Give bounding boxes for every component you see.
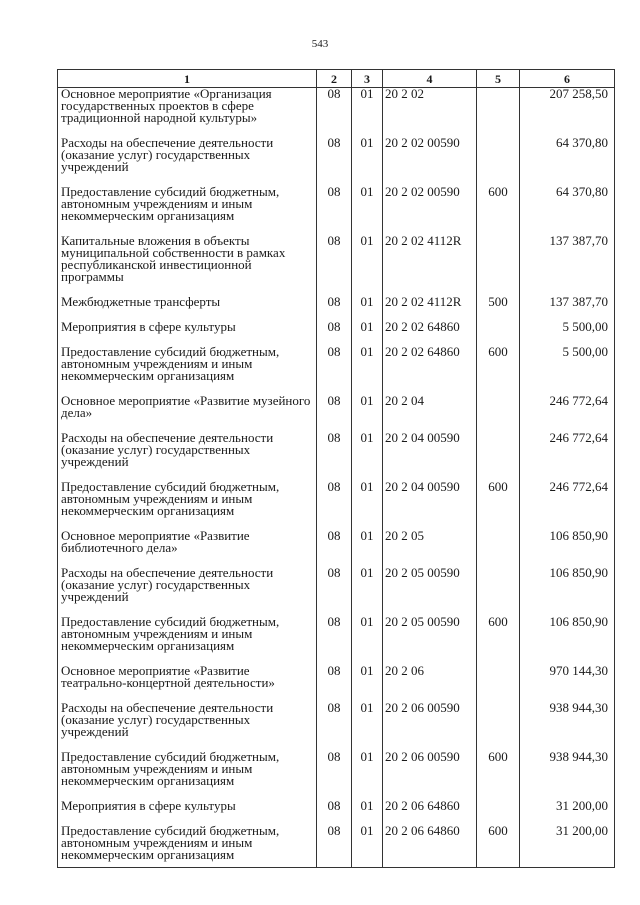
row-target-code: 20 2 04 (383, 395, 477, 432)
row-section: 08 (317, 137, 352, 186)
row-name: Предоставление субсидий бюджетным, автономным учреждениям и иным некоммерческим организациям (58, 751, 317, 800)
row-amount: 137 387,70 (520, 235, 615, 296)
table-row (58, 665, 615, 702)
header-col-3: 3 (352, 70, 383, 88)
row-name: Основное мероприятие «Развитие библиотечного дела» (58, 530, 317, 567)
row-target-code: 20 2 06 (383, 665, 477, 702)
row-subsection: 01 (352, 665, 383, 702)
table-row (58, 235, 615, 296)
row-amount: 64 370,80 (520, 186, 615, 235)
row-section: 08 (317, 235, 352, 296)
row-amount: 106 850,90 (520, 530, 615, 567)
row-name: Капитальные вложения в объекты муниципальной собственности в рамках республиканской инвестиционной программы (58, 235, 317, 296)
table-header-row (58, 70, 615, 88)
row-subsection: 01 (352, 530, 383, 567)
row-target-code: 20 2 02 64860 (383, 321, 477, 346)
row-subsection: 01 (352, 616, 383, 665)
row-name: Основное мероприятие «Развитие театрально-концертной деятельности» (58, 665, 317, 702)
row-subsection: 01 (352, 346, 383, 395)
row-name: Расходы на обеспечение деятельности (оказание услуг) государственных учреждений (58, 432, 317, 481)
row-amount: 970 144,30 (520, 665, 615, 702)
row-name: Предоставление субсидий бюджетным, автономным учреждениям и иным некоммерческим организациям (58, 346, 317, 395)
table-row (58, 567, 615, 616)
row-name: Мероприятия в сфере культуры (58, 321, 317, 346)
row-amount: 938 944,30 (520, 702, 615, 751)
row-target-code: 20 2 02 4112R (383, 296, 477, 321)
row-target-code: 20 2 05 00590 (383, 616, 477, 665)
row-subsection: 01 (352, 800, 383, 825)
row-expense-type (477, 432, 520, 481)
row-amount: 246 772,64 (520, 481, 615, 530)
row-section: 08 (317, 616, 352, 665)
table-row (58, 481, 615, 530)
row-section: 08 (317, 665, 352, 702)
row-expense-type (477, 567, 520, 616)
row-target-code: 20 2 05 00590 (383, 567, 477, 616)
row-section: 08 (317, 567, 352, 616)
row-expense-type (477, 530, 520, 567)
row-subsection: 01 (352, 186, 383, 235)
row-subsection: 01 (352, 567, 383, 616)
row-expense-type (477, 702, 520, 751)
row-amount: 31 200,00 (520, 825, 615, 868)
row-expense-type: 600 (477, 346, 520, 395)
row-section: 08 (317, 751, 352, 800)
row-expense-type: 600 (477, 751, 520, 800)
table-row (58, 616, 615, 665)
row-target-code: 20 2 02 (383, 88, 477, 137)
row-target-code: 20 2 06 00590 (383, 751, 477, 800)
table-row (58, 432, 615, 481)
header-col-1: 1 (58, 70, 317, 88)
row-target-code: 20 2 06 00590 (383, 702, 477, 751)
row-expense-type: 600 (477, 481, 520, 530)
row-subsection: 01 (352, 88, 383, 137)
row-subsection: 01 (352, 825, 383, 868)
row-expense-type (477, 88, 520, 137)
row-amount: 137 387,70 (520, 296, 615, 321)
table-body (58, 88, 615, 868)
row-section: 08 (317, 432, 352, 481)
row-amount: 106 850,90 (520, 616, 615, 665)
row-expense-type: 600 (477, 825, 520, 868)
row-name: Расходы на обеспечение деятельности (оказание услуг) государственных учреждений (58, 702, 317, 751)
table-row (58, 395, 615, 432)
header-col-6: 6 (520, 70, 615, 88)
row-amount: 31 200,00 (520, 800, 615, 825)
header-col-5: 5 (477, 70, 520, 88)
row-target-code: 20 2 04 00590 (383, 432, 477, 481)
row-amount: 5 500,00 (520, 321, 615, 346)
row-name: Предоставление субсидий бюджетным, автономным учреждениям и иным некоммерческим организациям (58, 186, 317, 235)
row-subsection: 01 (352, 137, 383, 186)
row-amount: 246 772,64 (520, 432, 615, 481)
row-subsection: 01 (352, 751, 383, 800)
row-subsection: 01 (352, 432, 383, 481)
row-name: Основное мероприятие «Развитие музейного дела» (58, 395, 317, 432)
row-amount: 246 772,64 (520, 395, 615, 432)
row-target-code: 20 2 02 64860 (383, 346, 477, 395)
row-name: Межбюджетные трансферты (58, 296, 317, 321)
row-name: Расходы на обеспечение деятельности (оказание услуг) государственных учреждений (58, 567, 317, 616)
row-amount: 64 370,80 (520, 137, 615, 186)
row-subsection: 01 (352, 395, 383, 432)
row-section: 08 (317, 530, 352, 567)
row-target-code: 20 2 06 64860 (383, 800, 477, 825)
table-row (58, 321, 615, 346)
row-subsection: 01 (352, 481, 383, 530)
table-row (58, 346, 615, 395)
table-row (58, 88, 615, 137)
row-amount: 5 500,00 (520, 346, 615, 395)
row-target-code: 20 2 02 00590 (383, 137, 477, 186)
row-expense-type (477, 800, 520, 825)
row-section: 08 (317, 296, 352, 321)
row-expense-type (477, 395, 520, 432)
table-row (58, 825, 615, 868)
row-name: Основное мероприятие «Организация государственных проектов в сфере традиционной народной культуры» (58, 88, 317, 137)
row-amount: 207 258,50 (520, 88, 615, 137)
row-name: Расходы на обеспечение деятельности (оказание услуг) государственных учреждений (58, 137, 317, 186)
row-subsection: 01 (352, 235, 383, 296)
row-subsection: 01 (352, 702, 383, 751)
header-col-2: 2 (317, 70, 352, 88)
row-name: Предоставление субсидий бюджетным, автономным учреждениям и иным некоммерческим организациям (58, 616, 317, 665)
table-row (58, 186, 615, 235)
row-expense-type: 600 (477, 186, 520, 235)
row-expense-type (477, 137, 520, 186)
row-subsection: 01 (352, 321, 383, 346)
row-section: 08 (317, 321, 352, 346)
row-expense-type: 600 (477, 616, 520, 665)
row-target-code: 20 2 02 4112R (383, 235, 477, 296)
row-section: 08 (317, 395, 352, 432)
table-row (58, 530, 615, 567)
row-section: 08 (317, 88, 352, 137)
row-target-code: 20 2 05 (383, 530, 477, 567)
page-number: 543 (311, 38, 329, 50)
row-amount: 106 850,90 (520, 567, 615, 616)
row-section: 08 (317, 702, 352, 751)
budget-table (57, 69, 615, 868)
table-row (58, 800, 615, 825)
row-expense-type (477, 235, 520, 296)
row-expense-type (477, 665, 520, 702)
row-expense-type: 500 (477, 296, 520, 321)
row-target-code: 20 2 06 64860 (383, 825, 477, 868)
row-section: 08 (317, 800, 352, 825)
table-row (58, 296, 615, 321)
row-section: 08 (317, 825, 352, 868)
row-subsection: 01 (352, 296, 383, 321)
row-target-code: 20 2 02 00590 (383, 186, 477, 235)
row-section: 08 (317, 186, 352, 235)
row-section: 08 (317, 481, 352, 530)
row-expense-type (477, 321, 520, 346)
row-section: 08 (317, 346, 352, 395)
table-row (58, 702, 615, 751)
row-target-code: 20 2 04 00590 (383, 481, 477, 530)
row-amount: 938 944,30 (520, 751, 615, 800)
table-row (58, 137, 615, 186)
row-name: Предоставление субсидий бюджетным, автономным учреждениям и иным некоммерческим организациям (58, 481, 317, 530)
row-name: Мероприятия в сфере культуры (58, 800, 317, 825)
row-name: Предоставление субсидий бюджетным, автономным учреждениям и иным некоммерческим организациям (58, 825, 317, 868)
header-col-4: 4 (383, 70, 477, 88)
table-row (58, 751, 615, 800)
